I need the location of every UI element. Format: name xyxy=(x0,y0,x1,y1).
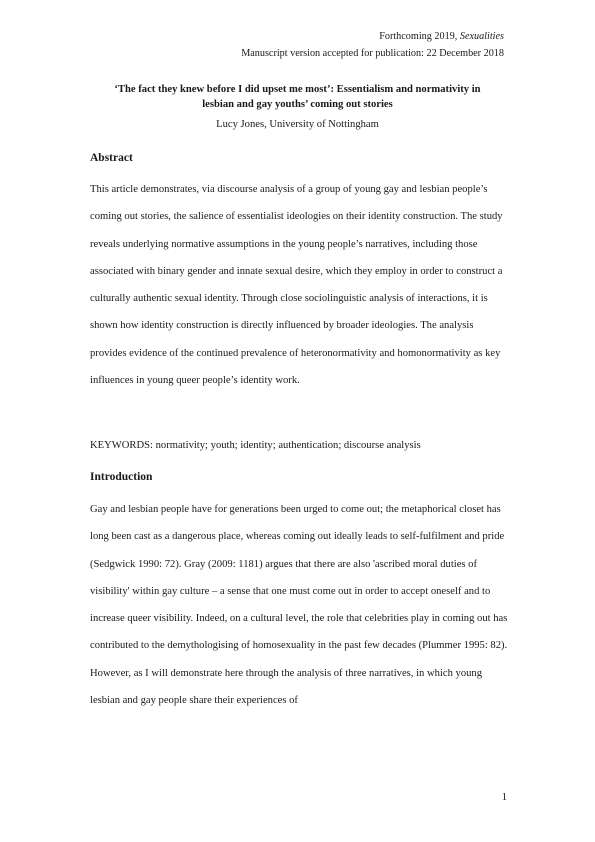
introduction-heading: Introduction xyxy=(90,471,153,483)
abstract-text: This article demonstrates, via discourse analysis of a group of young gay and lesbian people’s coming out stories, the salience of essentialist ideologies on their identity construction. The study reveals underlying normative assumptions in the young people’s narratives, including those associated with binary gender and innate sexual desire, which they employ in order to construct a culturally authentic sexual identity. Through close sociolinguistic analysis of interactions, it is shown how identity construction is directly influenced by broader ideologies. The analysis provides evidence of the continued prevalence of heteronormativity and homonormativity as key influences in young queer people’s identity work. xyxy=(90,184,503,387)
keywords: KEYWORDS: normativity; youth; identity; authentication; discourse analysis xyxy=(90,440,421,451)
author-affiliation: Lucy Jones, University of Nottingham xyxy=(216,119,379,130)
title-line-2: lesbian and gay youths’ coming out stories xyxy=(202,98,393,110)
introduction-text: Gay and lesbian people have for generations been urged to come out; the metaphorical closet has long been cast as a dangerous place, whereas coming out ideally leads to self-fulfilment and pride (Sedgwick 1990: 72). Gray (2009: 1181) argues that there are also 'ascribed moral duties of visibility' within gay culture – a sense that one must come out in order to accept oneself and to increase queer visibility. Indeed, on a cultural level, the role that celebrities play in coming out has contributed to the demythologising of homosexuality in the past few decades (Plummer 1995: 82). However, as I will demonstrate here through the analysis of three narratives, in which young lesbian and gay people share their experiences of xyxy=(90,504,508,707)
title-line-1: ‘The fact they knew before I did upset me most’: Essentialism and normativity in xyxy=(114,84,481,95)
article-title xyxy=(60,83,535,112)
page-number: 1 xyxy=(501,792,507,803)
publication-status: Forthcoming 2019, Sexualities xyxy=(379,31,504,42)
running-header xyxy=(241,29,504,62)
manuscript-version-note: Manuscript version accepted for publication: 22 December 2018 xyxy=(241,47,504,59)
abstract-heading: Abstract xyxy=(90,152,133,164)
journal-name: Sexualities xyxy=(459,31,504,42)
